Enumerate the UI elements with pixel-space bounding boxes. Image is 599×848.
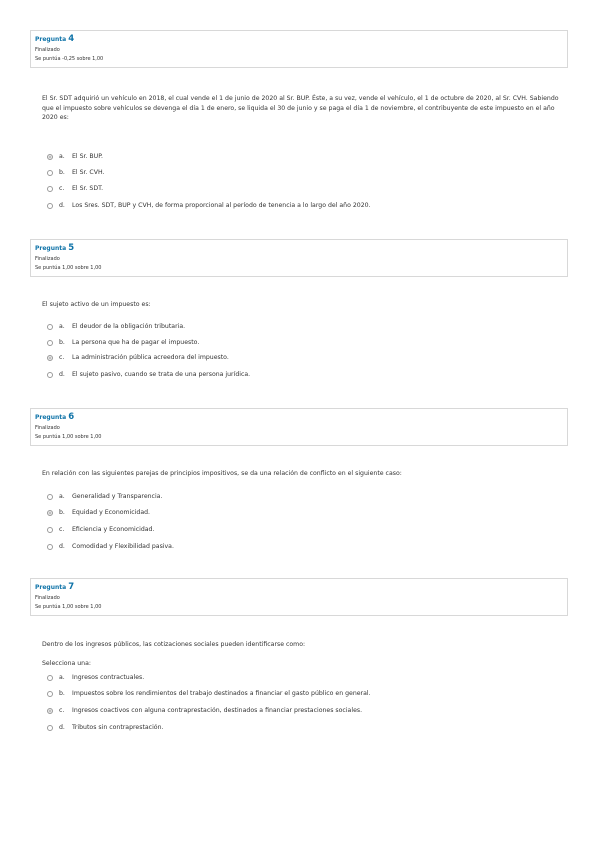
option-letter: a. [59, 153, 65, 160]
radio-icon[interactable] [47, 324, 53, 330]
option-label: El deudor de la obligación tributaria. [72, 323, 186, 330]
option-letter: b. [59, 509, 65, 516]
question-text: En relación con las siguientes parejas de principios impositivos, se da una relación de conflicto en el siguiente caso: [42, 470, 402, 477]
option-b[interactable] [47, 168, 105, 177]
option-label: El Sr. BUP. [72, 153, 103, 160]
question-info-4 [30, 30, 568, 68]
question-number: 4 [68, 34, 75, 44]
option-letter: c. [59, 354, 65, 361]
question-label: Pregunta [35, 245, 67, 252]
option-label: Equidad y Economicidad. [72, 509, 151, 516]
question-state: Finalizado [35, 595, 60, 601]
option-letter: d. [59, 724, 65, 731]
option-letter: a. [59, 674, 65, 681]
question-state: Finalizado [35, 47, 60, 53]
option-letter: d. [59, 543, 65, 550]
radio-icon[interactable] [47, 170, 53, 176]
radio-icon[interactable] [47, 691, 53, 697]
option-label: Comodidad y Flexibilidad pasiva. [72, 543, 174, 550]
option-label: Impuestos sobre los rendimientos del trabajo destinados a financiar el gasto público en general. [72, 690, 371, 697]
option-letter: c. [59, 526, 65, 533]
radio-checked-icon[interactable] [47, 154, 53, 160]
radio-icon[interactable] [47, 494, 53, 500]
question-info-7 [30, 578, 568, 616]
question-number: 6 [68, 412, 75, 422]
option-letter: c. [59, 185, 65, 192]
option-label: Tributos sin contraprestación. [72, 724, 164, 731]
option-a[interactable] [47, 152, 103, 161]
radio-checked-icon[interactable] [47, 355, 53, 361]
radio-icon[interactable] [47, 675, 53, 681]
option-letter: d. [59, 202, 65, 209]
radio-icon[interactable] [47, 527, 53, 533]
question-text: El Sr. SDT adquirió un vehículo en 2018, el cual vende el 1 de junio de 2020 al Sr. BUP. Éste, a su vez, vende el vehículo, el 1 de octubre de 2020, al Sr. CVH. Sabiendo que el impuesto sobre vehículos se devenga el día 1 de enero, se liquida el 30 de junio y se paga el día 1 de noviembre, el contribuyente de este impuesto en el año 2020 es: [42, 95, 559, 121]
question-grade: Se puntúa 1,00 sobre 1,00 [35, 265, 102, 271]
select-one-prompt: Selecciona una: [42, 660, 91, 667]
question-label: Pregunta [35, 414, 67, 421]
option-d[interactable] [47, 723, 163, 732]
option-c[interactable] [47, 353, 229, 362]
option-letter: b. [59, 169, 65, 176]
radio-icon[interactable] [47, 544, 53, 550]
question-heading [35, 244, 567, 253]
option-label: Ingresos contractuales. [72, 674, 145, 681]
option-label: El Sr. CVH. [72, 169, 105, 176]
option-label: El sujeto pasivo, cuando se trata de una persona jurídica. [72, 371, 251, 378]
question-grade: Se puntúa 1,00 sobre 1,00 [35, 604, 102, 610]
radio-checked-icon[interactable] [47, 708, 53, 714]
radio-icon[interactable] [47, 340, 53, 346]
question-heading [35, 35, 567, 44]
option-letter: a. [59, 323, 65, 330]
question-state: Finalizado [35, 256, 60, 262]
option-letter: b. [59, 339, 65, 346]
option-b[interactable] [47, 689, 371, 698]
option-c[interactable] [47, 184, 103, 193]
option-label: El Sr. SDT. [72, 185, 104, 192]
question-text: Dentro de los ingresos públicos, las cotizaciones sociales pueden identificarse como: [42, 641, 306, 648]
option-label: Eficiencia y Economicidad. [72, 526, 155, 533]
option-a[interactable] [47, 492, 162, 501]
question-grade: Se puntúa 1,00 sobre 1,00 [35, 434, 102, 440]
radio-icon[interactable] [47, 186, 53, 192]
radio-checked-icon[interactable] [47, 510, 53, 516]
option-a[interactable] [47, 673, 144, 682]
question-info-6 [30, 408, 568, 446]
question-label: Pregunta [35, 36, 67, 43]
option-d[interactable] [47, 201, 371, 210]
question-state: Finalizado [35, 425, 60, 431]
option-d[interactable] [47, 542, 174, 551]
radio-icon[interactable] [47, 203, 53, 209]
question-info-5 [30, 239, 568, 277]
question-text: El sujeto activo de un impuesto es: [42, 301, 151, 308]
option-label: Generalidad y Transparencia. [72, 493, 163, 500]
radio-icon[interactable] [47, 725, 53, 731]
option-letter: d. [59, 371, 65, 378]
option-label: Los Sres. SDT, BUP y CVH, de forma proporcional al período de tenencia a lo largo del año 2020. [72, 202, 371, 209]
option-letter: a. [59, 493, 65, 500]
option-label: La persona que ha de pagar el impuesto. [72, 339, 200, 346]
question-heading [35, 413, 567, 422]
option-c[interactable] [47, 706, 362, 715]
question-heading [35, 583, 567, 592]
option-letter: b. [59, 690, 65, 697]
question-label: Pregunta [35, 584, 67, 591]
option-c[interactable] [47, 525, 154, 534]
question-number: 7 [68, 582, 75, 592]
option-b[interactable] [47, 338, 199, 347]
option-letter: c. [59, 707, 65, 714]
option-label: Ingresos coactivos con alguna contraprestación, destinados a financiar prestaciones sociales. [72, 707, 363, 714]
option-d[interactable] [47, 370, 250, 379]
option-b[interactable] [47, 508, 150, 517]
option-label: La administración pública acreedora del impuesto. [72, 354, 229, 361]
question-number: 5 [68, 243, 75, 253]
option-a[interactable] [47, 322, 185, 331]
radio-icon[interactable] [47, 372, 53, 378]
question-grade: Se puntúa -0,25 sobre 1,00 [35, 56, 104, 62]
